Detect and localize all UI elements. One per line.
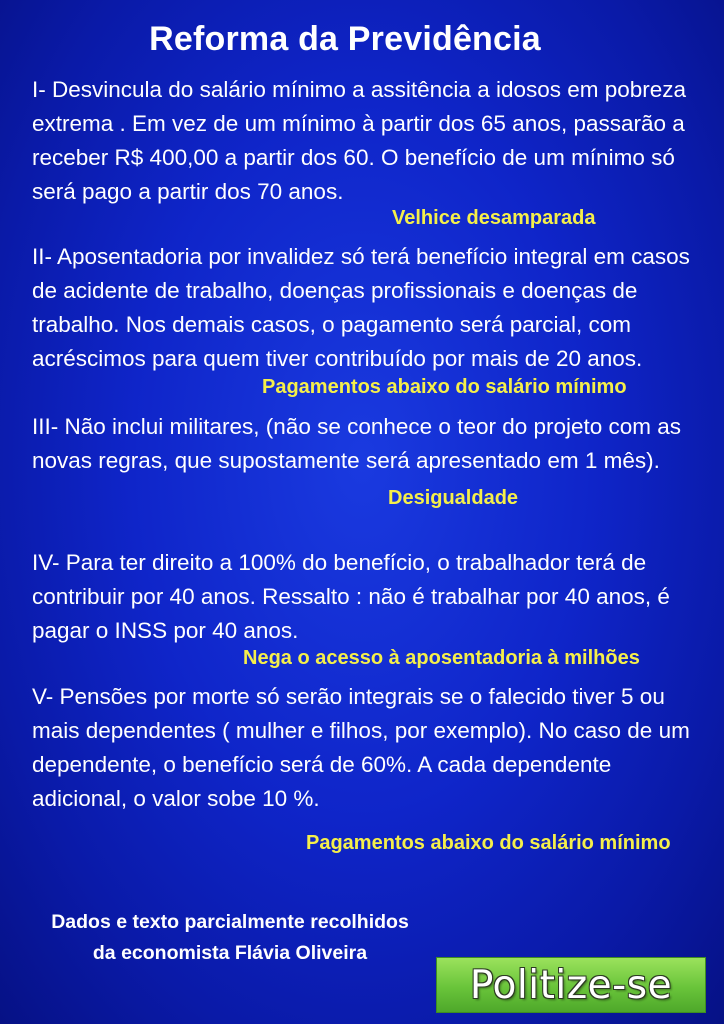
item-1-text: I- Desvincula do salário mínimo a assitência a idosos em pobreza extrema . Em vez de um mínimo à partir dos 65 anos, passarão a receber R$ 400,00 a partir dos 60. O benefício de um mínimo só será pago a partir dos 70 anos.: [32, 77, 687, 204]
item-3-text: III- Não inclui militares, (não se conhece o teor do projeto com as novas regras, que supostamente será apresentado em 1 mês).: [32, 414, 682, 473]
item-4-tag: Nega o acesso à aposentadoria à milhões: [243, 647, 640, 669]
item-4-text: IV- Para ter direito a 100% do benefício, o trabalhador terá de contribuir por 40 anos. Ressalto : não é trabalhar por 40 anos, é pagar o INSS por 40 anos.: [32, 550, 670, 643]
logo-text: Politize-se: [469, 962, 673, 1008]
item-5-text: V- Pensões por morte só serão integrais se o falecido tiver 5 ou mais dependentes ( mulher e filhos, por exemplo). No caso de um dependente, o benefício será de 60%. A cada dependente adicional, o valor sobe 10 %.: [32, 684, 690, 811]
page-title: Reforma da Previdência: [149, 20, 541, 58]
politize-logo: [436, 957, 706, 1013]
item-3-tag: Desigualdade: [388, 487, 519, 509]
item-5-tag: Pagamentos abaixo do salário mínimo: [306, 832, 671, 854]
credit-text: Dados e texto parcialmente recolhidos da economista Flávia Oliveira: [51, 911, 409, 964]
item-2-text: II- Aposentadoria por invalidez só terá benefício integral em casos de acidente de trabalho, doenças profissionais e doenças de trabalho. Nos demais casos, o pagamento será parcial, com acréscimos para quem tiver contribuído por mais de 20 anos.: [32, 244, 690, 371]
item-1-tag: Velhice desamparada: [392, 207, 596, 229]
item-2-tag: Pagamentos abaixo do salário mínimo: [262, 376, 627, 398]
